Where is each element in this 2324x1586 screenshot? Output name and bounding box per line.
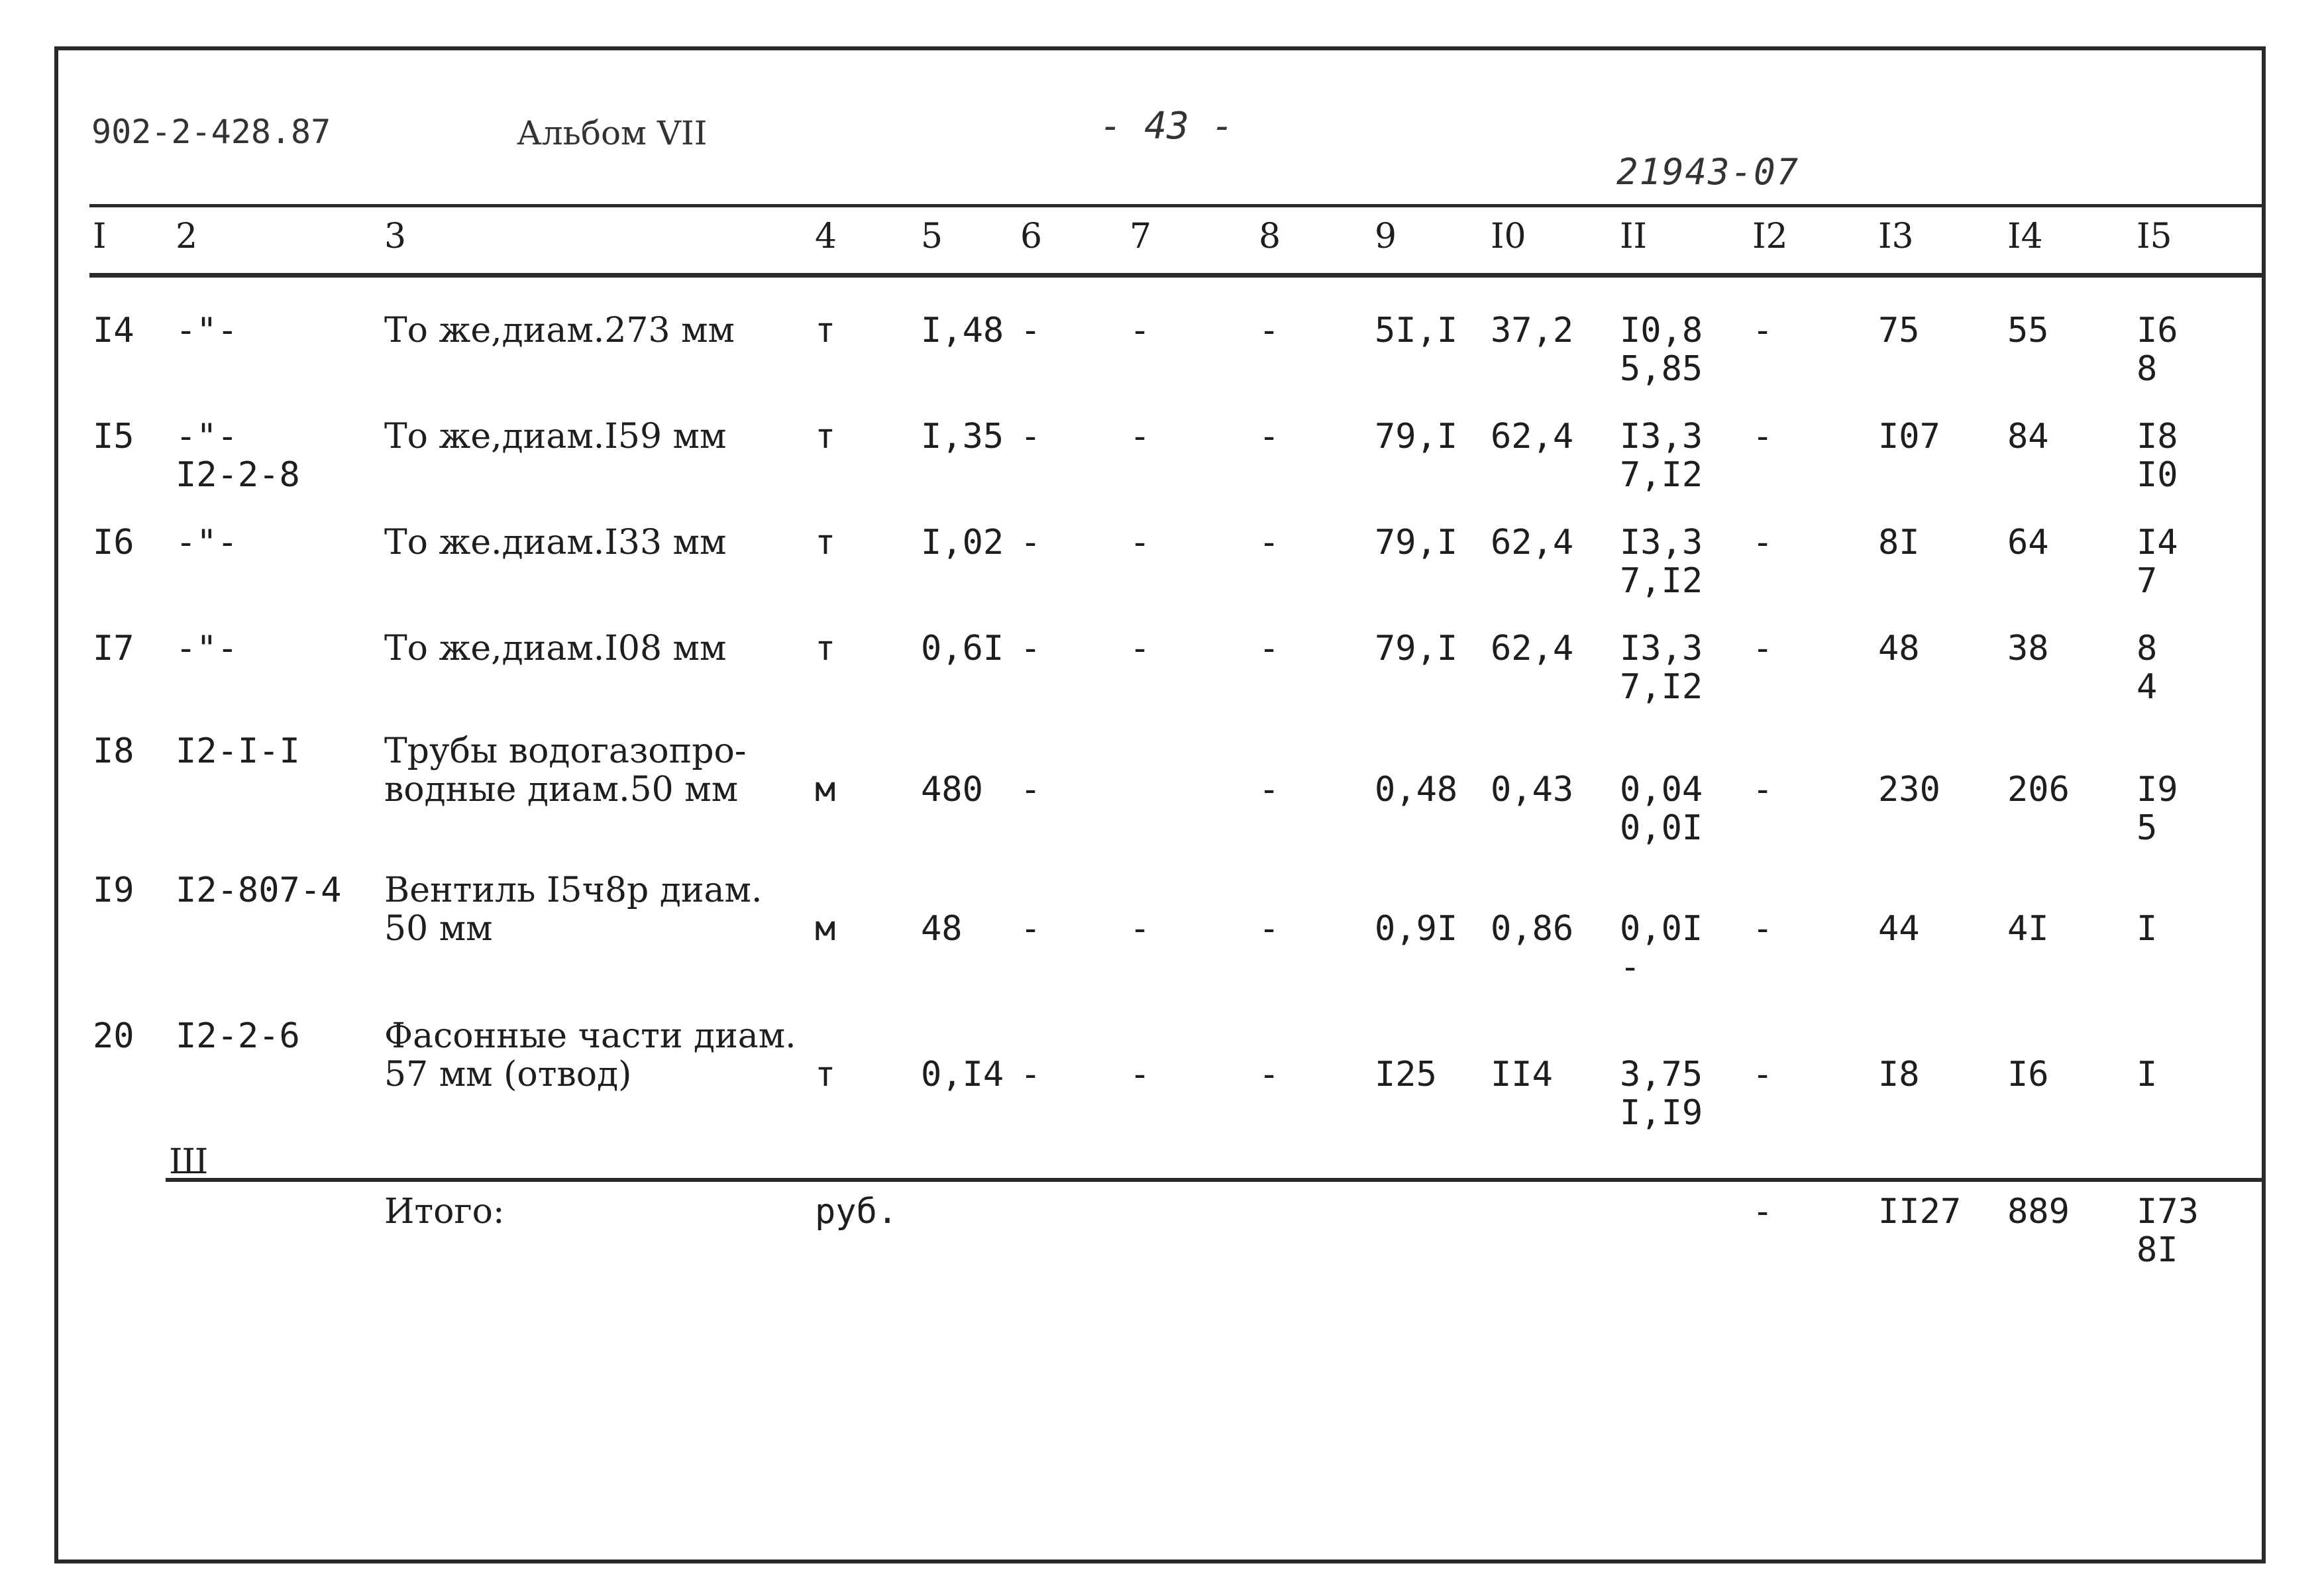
col6: - <box>1020 311 1041 350</box>
row-number: I6 <box>93 523 134 562</box>
total-col13: II27 <box>1878 1192 1962 1232</box>
col6: - <box>1020 523 1041 562</box>
column-header-1: I <box>93 217 107 256</box>
col13: I07 <box>1878 417 1940 456</box>
col13: I8 <box>1878 1055 1920 1094</box>
row-number: I4 <box>93 311 134 350</box>
col10: 62,4 <box>1491 523 1574 562</box>
col6: - <box>1020 629 1041 668</box>
col14: 64 <box>2007 523 2049 562</box>
norm-code: I2-807-4 <box>176 871 342 910</box>
unit: т <box>815 523 836 562</box>
col9: I25 <box>1375 1055 1437 1094</box>
total-unit: руб. <box>815 1192 898 1232</box>
header-bottom-rule <box>89 273 2262 278</box>
column-header-15: I5 <box>2137 217 2172 256</box>
col6: - <box>1020 1055 1041 1094</box>
col8: - <box>1259 311 1280 350</box>
col6: - <box>1020 770 1041 810</box>
col10: 0,43 <box>1491 770 1574 810</box>
col9: 79,I <box>1375 523 1458 562</box>
item-name: То же,диам.I08 мм <box>384 629 727 668</box>
col10: 0,86 <box>1491 909 1574 949</box>
col15: I <box>2137 909 2158 949</box>
col9: 0,48 <box>1375 770 1458 810</box>
item-name: То же,диам.I59 мм <box>384 417 727 456</box>
col15: I8 I0 <box>2137 417 2178 495</box>
col11: I0,8 5,85 <box>1620 311 1703 389</box>
col11: 0,0I - <box>1620 909 1703 987</box>
col11: 3,75 I,I9 <box>1620 1055 1703 1133</box>
column-header-7: 7 <box>1130 217 1152 256</box>
col7: - <box>1130 417 1151 456</box>
column-header-13: I3 <box>1878 217 1914 256</box>
col9: 79,I <box>1375 629 1458 668</box>
col5-quantity: I,48 <box>921 311 1004 350</box>
col7: - <box>1130 311 1151 350</box>
col10: II4 <box>1491 1055 1553 1094</box>
inventory-number: 21943-07 <box>1616 151 1800 193</box>
column-header-3: 3 <box>384 217 407 256</box>
item-name: Трубы водогазопро- водные диам.50 мм <box>384 731 747 810</box>
total-col12: - <box>1752 1192 1773 1232</box>
column-header-2: 2 <box>176 217 198 256</box>
row-number: I5 <box>93 417 134 456</box>
col12: - <box>1752 311 1773 350</box>
total-label: Итого: <box>384 1192 505 1232</box>
col7: - <box>1130 629 1151 668</box>
document-code: 902-2-428.87 <box>91 113 331 151</box>
unit: т <box>815 417 836 456</box>
norm-code: I2-2-6 <box>176 1016 300 1056</box>
col8: - <box>1259 523 1280 562</box>
col13: 48 <box>1878 629 1920 668</box>
col9: 5I,I <box>1375 311 1458 350</box>
col7: - <box>1130 523 1151 562</box>
col11: 0,04 0,0I <box>1620 770 1703 848</box>
col13: 8I <box>1878 523 1920 562</box>
unit: т <box>815 629 836 668</box>
col12: - <box>1752 417 1773 456</box>
row-number: I8 <box>93 731 134 771</box>
norm-code: -"- <box>176 523 238 562</box>
col15: I4 7 <box>2137 523 2178 601</box>
col14: I6 <box>2007 1055 2049 1094</box>
col12: - <box>1752 629 1773 668</box>
norm-code: -"- I2-2-8 <box>176 417 300 495</box>
col13: 230 <box>1878 770 1940 810</box>
item-name: Фасонные части диам. 57 мм (отвод) <box>384 1016 796 1094</box>
column-header-6: 6 <box>1020 217 1043 256</box>
col14: 84 <box>2007 417 2049 456</box>
col13: 75 <box>1878 311 1920 350</box>
col7: - <box>1130 909 1151 949</box>
col9: 79,I <box>1375 417 1458 456</box>
col5-quantity: 0,I4 <box>921 1055 1004 1094</box>
col14: 206 <box>2007 770 2070 810</box>
col8: - <box>1259 629 1280 668</box>
col8: - <box>1259 909 1280 949</box>
column-header-14: I4 <box>2007 217 2043 256</box>
col15: I6 8 <box>2137 311 2178 389</box>
unit: м <box>815 909 836 949</box>
total-col15: I73 8I <box>2137 1192 2199 1270</box>
total-rule <box>166 1178 2262 1182</box>
col15: I <box>2137 1055 2158 1094</box>
col15: 8 4 <box>2137 629 2158 707</box>
col8: - <box>1259 417 1280 456</box>
col6: - <box>1020 909 1041 949</box>
column-header-4: 4 <box>815 217 837 256</box>
col11: I3,3 7,I2 <box>1620 629 1703 707</box>
unit: т <box>815 311 836 350</box>
column-header-5: 5 <box>921 217 943 256</box>
col15: I9 5 <box>2137 770 2178 848</box>
col12: - <box>1752 523 1773 562</box>
norm-code: -"- <box>176 629 238 668</box>
row-number: I9 <box>93 871 134 910</box>
col5-quantity: I,35 <box>921 417 1004 456</box>
header-top-rule <box>89 204 2262 207</box>
col14: 55 <box>2007 311 2049 350</box>
separator-mark: Ш <box>169 1142 209 1182</box>
unit: т <box>815 1055 836 1094</box>
col14: 38 <box>2007 629 2049 668</box>
page-number: - 43 - <box>1100 105 1234 148</box>
col12: - <box>1752 770 1773 810</box>
norm-code: I2-I-I <box>176 731 300 771</box>
col11: I3,3 7,I2 <box>1620 523 1703 601</box>
col8: - <box>1259 1055 1280 1094</box>
column-header-12: I2 <box>1752 217 1788 256</box>
total-col14: 889 <box>2007 1192 2070 1232</box>
col5-quantity: 480 <box>921 770 983 810</box>
col6: - <box>1020 417 1041 456</box>
item-name: То же,диам.273 мм <box>384 311 735 350</box>
column-header-8: 8 <box>1259 217 1281 256</box>
item-name: Вентиль I5ч8р диам. 50 мм <box>384 871 763 949</box>
col10: 62,4 <box>1491 417 1574 456</box>
col12: - <box>1752 1055 1773 1094</box>
col13: 44 <box>1878 909 1920 949</box>
col5-quantity: 48 <box>921 909 963 949</box>
row-number: I7 <box>93 629 134 668</box>
col7: - <box>1130 1055 1151 1094</box>
col10: 37,2 <box>1491 311 1574 350</box>
col10: 62,4 <box>1491 629 1574 668</box>
col12: - <box>1752 909 1773 949</box>
col14: 4I <box>2007 909 2049 949</box>
column-header-10: I0 <box>1491 217 1526 256</box>
unit: м <box>815 770 836 810</box>
column-header-11: II <box>1620 217 1648 256</box>
norm-code: -"- <box>176 311 238 350</box>
col9: 0,9I <box>1375 909 1458 949</box>
item-name: То же.диам.I33 мм <box>384 523 727 562</box>
album-title: Альбом VII <box>517 114 708 152</box>
column-header-9: 9 <box>1375 217 1397 256</box>
col11: I3,3 7,I2 <box>1620 417 1703 495</box>
row-number: 20 <box>93 1016 134 1056</box>
col5-quantity: 0,6I <box>921 629 1004 668</box>
col5-quantity: I,02 <box>921 523 1004 562</box>
col8: - <box>1259 770 1280 810</box>
